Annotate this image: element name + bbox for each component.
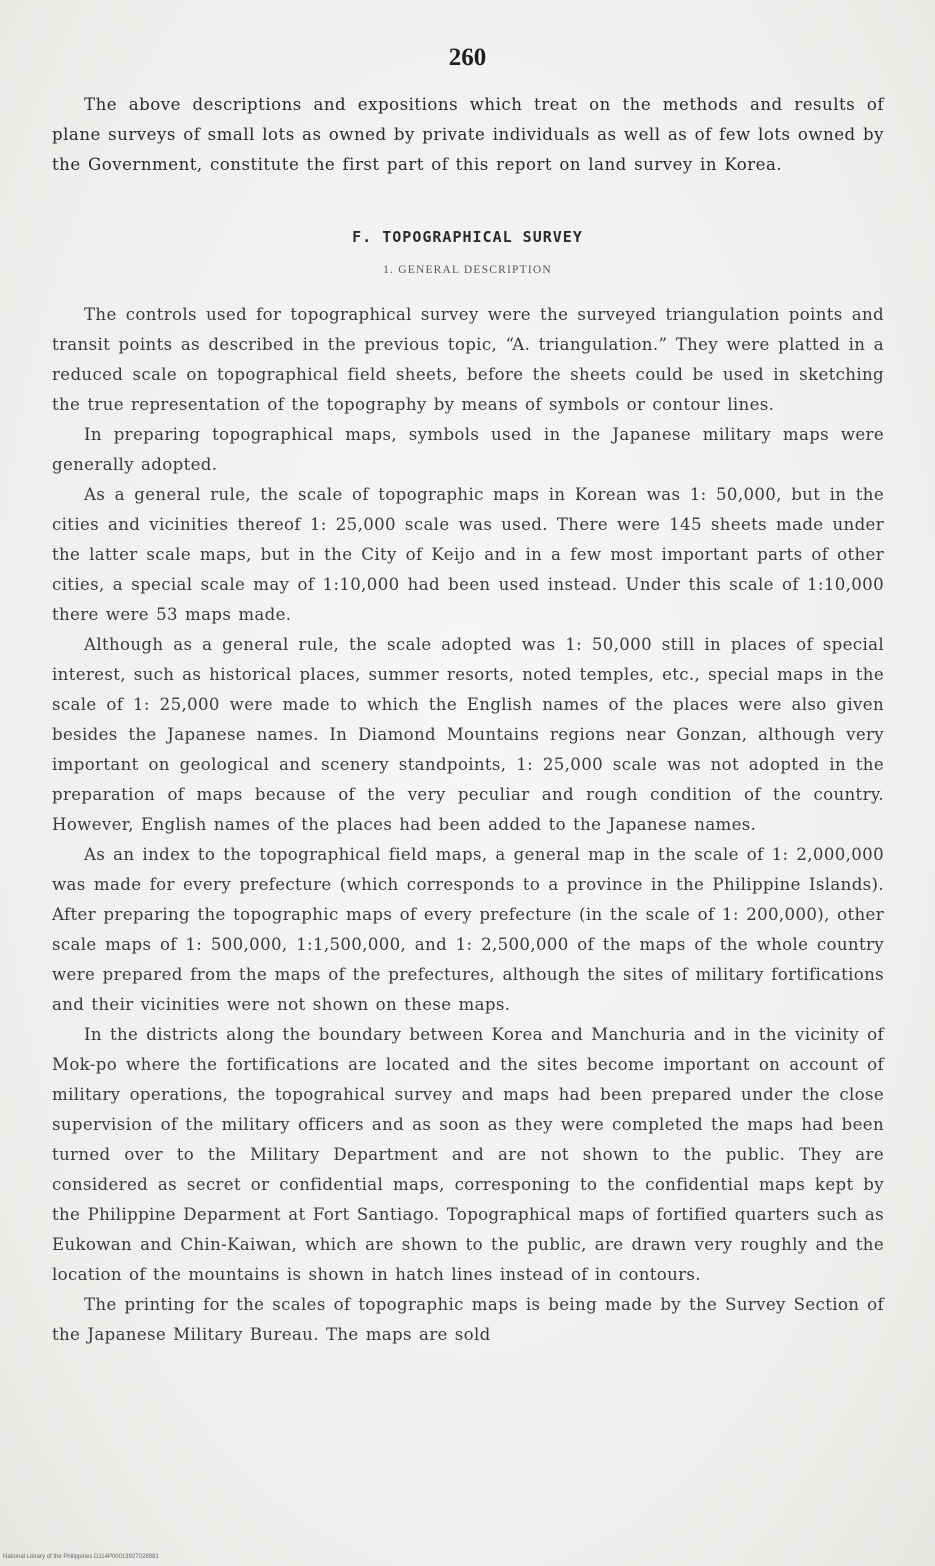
paragraph-special-maps: Although as a general rule, the scale adopted was 1: 50,000 still in places of special interest, such as historical places, summer resorts, noted temples, etc., special maps in the scale of 1: 25,000 were made to which the English names of the places were also given besides the Japanese names. In Diamond Mountains regions near Gonzan, although very important on geological and scenery standpoints, 1: 25,000 scale was not adopted in the preparation of maps because of the very peculiar and rough condition of the country. However, English names of the places had been added to the Japanese names. [52,635,884,834]
paragraph-index-maps: As an index to the topographical field maps, a general map in the scale of 1: 2,000,000 was made for every prefecture (which corresponds to a province in the Philippine Islands). After preparing the topographic maps of every prefecture (in the scale of 1: 200,000), other scale maps of 1: 500,000, 1:1,500,000, and 1: 2,500,000 of the maps of the whole country were prepared from the maps of the prefectures, although the sites of military fortifications and their vicinities were not shown on these maps. [52,845,884,1014]
section-heading: F. TOPOGRAPHICAL SURVEY [352,228,583,246]
library-footer: National Library of the Philippines D114P00013927028981 [3,1554,159,1560]
page-number: 260 [448,44,487,71]
paragraph-printing: The printing for the scales of topographic maps is being made by the Survey Section of the Japanese Military Bureau. The maps are sold [52,1295,884,1344]
intro-block [52,90,884,180]
paragraph-symbols: In preparing topographical maps, symbols used in the Japanese military maps were generally adopted. [52,425,884,474]
intro-paragraph: The above descriptions and expositions which treat on the methods and results of plane surveys of small lots as owned by private individuals as well as of few lots owned by the Government, constitute the first part of this report on land survey in Korea. [52,95,884,174]
paragraph-controls: The controls used for topographical survey were the surveyed triangulation points and transit points as described in the previous topic, “A. triangulation.” They were platted in a reduced scale on topographical field sheets, before the sheets could be used in sketching the true representation of the topography by means of symbols or contour lines. [52,305,884,414]
paragraph-military-districts: In the districts along the boundary between Korea and Manchuria and in the vicinity of Mok-po where the fortifications are located and the sites become important on account of military operations, the topograhical survey and maps had been prepared under the close supervision of the military officers and as soon as they were completed the maps had been turned over to the Military Department and are not shown to the public. They are considered as secret or confidential maps, corresponing to the confidential maps kept by the Philippine Deparment at Fort Santiago. Topographical maps of fortified quarters such as Eukowan and Chin-Kaiwan, which are shown to the public, are drawn very roughly and the location of the mountains is shown in hatch lines instead of in contours. [52,1025,884,1284]
paragraph-scale-rule: As a general rule, the scale of topographic maps in Korean was 1: 50,000, but in the cities and vicinities thereof 1: 25,000 scale was used. There were 145 sheets made under the latter scale maps, but in the City of Keijo and in a few most important parts of other cities, a special scale may of 1:10,000 had been used instead. Under this scale of 1:10,000 there were 53 maps made. [52,485,884,624]
subsection-heading: 1. GENERAL DESCRIPTION [383,264,552,276]
body-text [52,300,884,1350]
